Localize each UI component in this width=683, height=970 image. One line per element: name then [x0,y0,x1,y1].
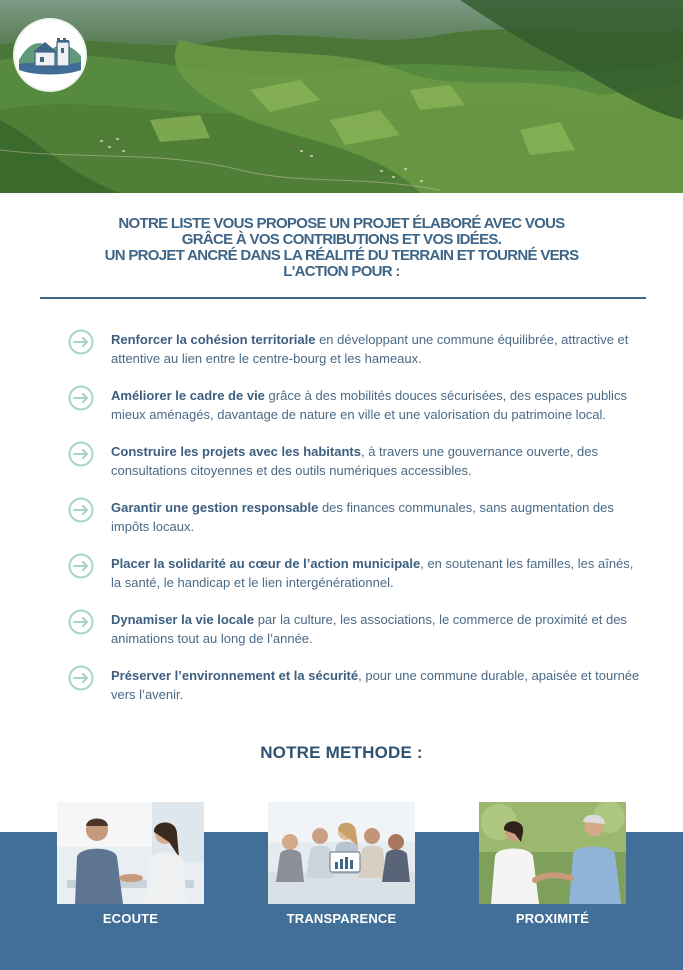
action-rest: en développant une commune équilibrée, attractive et attentive au lien entre le centre-bourg et les hameaux. [111,332,629,366]
action-text [111,667,641,704]
meeting-photo-icon [57,802,204,904]
arrow-right-circle-icon [68,553,94,579]
action-bold: Améliorer le cadre de vie [111,388,265,403]
action-item-vie-locale [0,608,683,664]
action-list [0,328,683,720]
ecoute-photo [57,802,204,904]
action-text [111,387,641,424]
intro-line: GRÂCE À VOS CONTRIBUTIONS ET VOS IDÉES. [181,231,502,248]
proximite-photo [479,802,626,904]
action-text [111,331,641,368]
action-bold: Préserver l’environnement et la sécurité [111,668,359,683]
action-text [111,499,641,536]
castle-logo [15,20,85,90]
action-bold: Construire les projets avec les habitants [111,444,361,459]
action-rest: , pour une commune durable, apaisée et tournée vers l’avenir. [111,668,640,702]
arrow-right-circle-icon [68,441,94,467]
intro-line: NOTRE LISTE VOUS PROPOSE UN PROJET ÉLABORÉ AVEC VOUS [118,215,565,232]
action-item-solidarite [0,552,683,608]
card-label: ECOUTE [102,911,159,926]
arrow-right-circle-icon [68,497,94,523]
castle-logo-icon [15,20,85,90]
action-item-cohesion [0,328,683,384]
card-label: PROXIMITÉ [515,911,590,926]
action-item-environnement [0,664,683,720]
arrow-right-circle-icon [68,665,94,691]
methode-title: NOTRE METHODE : [260,743,423,762]
action-rest: par la culture, les associations, le commerce de proximité et des animations tout au long de l’année. [111,612,627,646]
card-label: TRANSPARENCE [286,911,397,926]
action-bold: Renforcer la cohésion territoriale [111,332,316,347]
arrow-right-circle-icon [68,385,94,411]
action-text [111,555,641,592]
action-item-habitants [0,440,683,496]
methode-card-ecoute [57,802,204,926]
arrow-right-circle-icon [68,329,94,355]
action-text [111,611,641,648]
divider [40,297,646,299]
action-bold: Garantir une gestion responsable [111,500,319,515]
intro-heading [60,216,623,280]
methode-card-proximite [479,802,626,926]
transparence-photo [268,802,415,904]
intro-line: L'ACTION POUR : [283,263,400,280]
action-text [111,443,641,480]
action-rest: grâce à des mobilités douces sécurisées, des espaces publics mieux aménagés, davantage de nature en ville et une valorisation du patrimoine local. [111,388,627,422]
action-rest: , à travers une gouvernance ouverte, des consultations citoyennes et des outils numériques accessibles. [111,444,599,478]
hero-landscape-image [0,0,683,193]
action-item-cadre-de-vie [0,384,683,440]
action-rest: , en soutenant les familles, les aînés, la santé, le handicap et le lien intergénérationnel. [111,556,634,590]
action-rest: des finances communales, sans augmentation des impôts locaux. [111,500,614,534]
arrow-right-circle-icon [68,609,94,635]
intro-line: UN PROJET ANCRÉ DANS LA RÉALITÉ DU TERRAIN ET TOURNÉ VERS [104,247,579,264]
action-bold: Placer la solidarité au cœur de l’action municipale [111,556,421,571]
action-item-gestion [0,496,683,552]
valley-illustration [0,0,683,193]
team-photo-icon [268,802,415,904]
action-bold: Dynamiser la vie locale [111,612,255,627]
handshake-photo-icon [479,802,626,904]
methode-card-transparence [268,802,415,926]
